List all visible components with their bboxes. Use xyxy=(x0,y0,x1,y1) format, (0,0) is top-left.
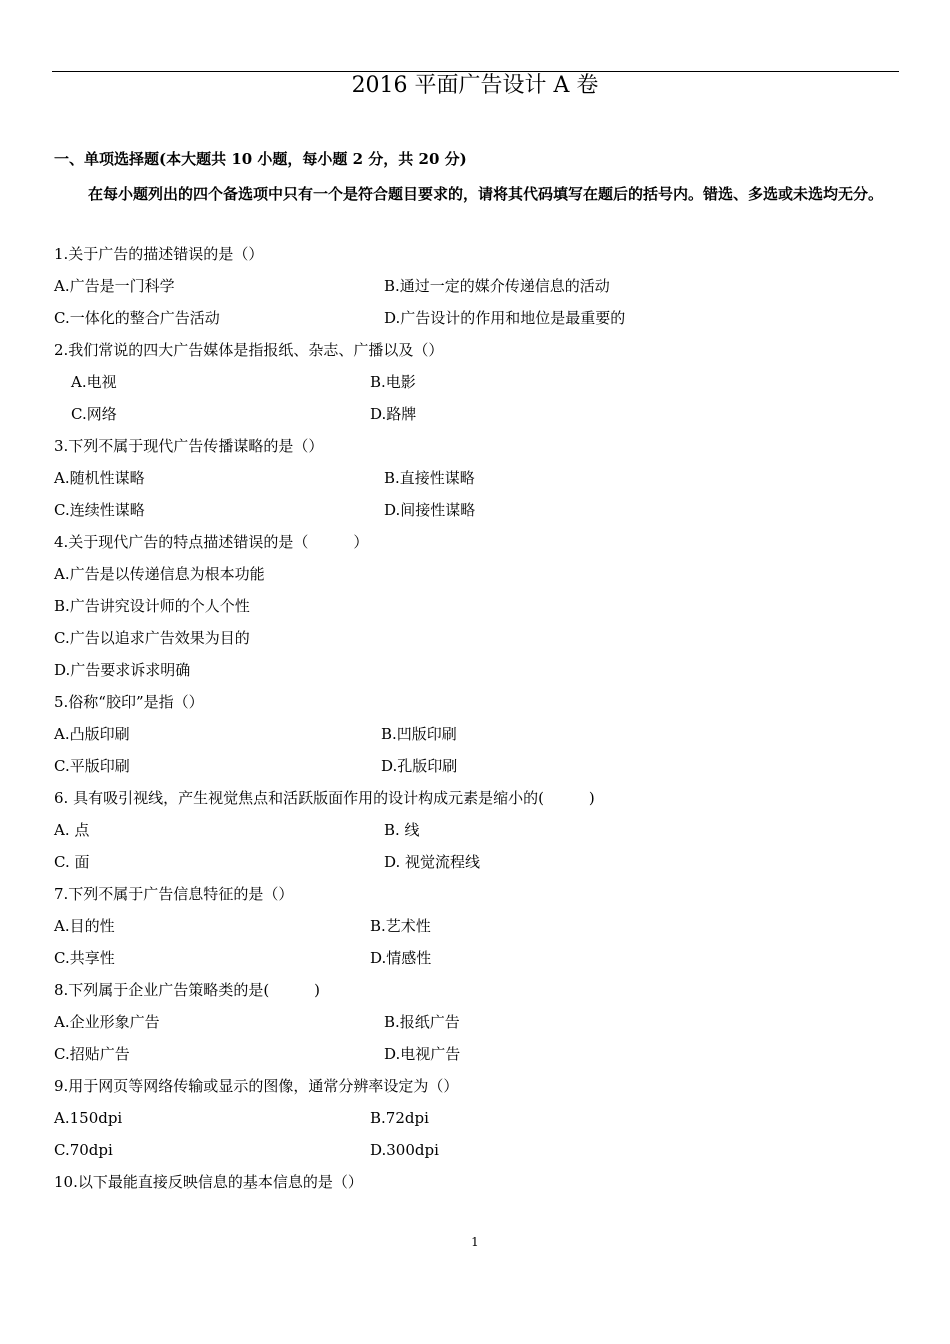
section-heading: 一、单项选择题(本大题共 10 小题，每小题 2 分，共 20 分) xyxy=(54,150,467,168)
option-row xyxy=(54,494,914,526)
question-stem: 6. 具有吸引视线，产生视觉焦点和活跃版面作用的设计构成元素是缩小的( ) xyxy=(54,789,595,807)
option-c: C.网络 xyxy=(71,405,117,423)
option-row xyxy=(54,942,914,974)
question-stem: 1.关于广告的描述错误的是（） xyxy=(54,245,264,263)
option-c: C.一体化的整合广告活动 xyxy=(54,309,220,327)
option-row xyxy=(54,1134,914,1166)
option-d: D.电视广告 xyxy=(384,1045,461,1063)
option-a: A.企业形象广告 xyxy=(54,1013,160,1031)
option-c: C.招贴广告 xyxy=(54,1045,130,1063)
option-row xyxy=(54,718,914,750)
option-b: B.通过一定的媒介传递信息的活动 xyxy=(384,277,610,295)
question-stem: 8.下列属于企业广告策略类的是( ) xyxy=(54,981,321,999)
question-stem: 9.用于网页等网络传输或显示的图像，通常分辨率设定为（） xyxy=(54,1077,459,1095)
option-a: A. 点 xyxy=(54,821,90,839)
option-c: C. 面 xyxy=(54,853,90,871)
page-title: 2016 平面广告设计 A 卷 xyxy=(351,73,599,98)
option-b: B.直接性谋略 xyxy=(384,469,475,487)
question-stem: 5.俗称“胶印”是指（） xyxy=(54,693,204,711)
option-row xyxy=(54,1038,914,1070)
option-row xyxy=(54,654,914,686)
option-d: D.路牌 xyxy=(370,405,417,423)
option-c: C.70dpi xyxy=(54,1141,113,1159)
option-a: A.随机性谋略 xyxy=(54,469,145,487)
question-list xyxy=(54,238,914,1198)
option-d: D.间接性谋略 xyxy=(384,501,476,519)
option-b: B.广告讲究设计师的个人个性 xyxy=(54,597,250,615)
option-row xyxy=(54,814,914,846)
option-a: A.电视 xyxy=(71,373,117,391)
option-row xyxy=(54,1006,914,1038)
option-b: B.72dpi xyxy=(370,1109,429,1127)
question-stem: 7.下列不属于广告信息特征的是（） xyxy=(54,885,294,903)
option-a: A.广告是以传递信息为根本功能 xyxy=(54,565,265,583)
option-b: B.艺术性 xyxy=(370,917,431,935)
option-b: B.电影 xyxy=(370,373,416,391)
option-row xyxy=(54,622,914,654)
question-stem: 10.以下最能直接反映信息的基本信息的是（） xyxy=(54,1173,363,1191)
option-row xyxy=(54,750,914,782)
option-a: A.凸版印刷 xyxy=(54,725,130,743)
section-instructions: 在每小题列出的四个备选项中只有一个是符合题目要求的，请将其代码填写在题后的括号内。错选、多选或未选均无分。 xyxy=(88,185,884,203)
option-c: C.连续性谋略 xyxy=(54,501,145,519)
option-row xyxy=(54,846,914,878)
option-d: D.300dpi xyxy=(370,1141,439,1159)
option-d: D.情感性 xyxy=(370,949,432,967)
option-d: D. 视觉流程线 xyxy=(384,853,481,871)
option-row xyxy=(54,270,914,302)
option-c: C.平版印刷 xyxy=(54,757,130,775)
option-b: B.凹版印刷 xyxy=(381,725,457,743)
question-stem: 4.关于现代广告的特点描述错误的是（ ） xyxy=(54,533,369,551)
page-number: 1 xyxy=(471,1235,479,1249)
option-row xyxy=(54,590,914,622)
option-c: C.共享性 xyxy=(54,949,115,967)
question-stem: 3.下列不属于现代广告传播谋略的是（） xyxy=(54,437,324,455)
option-b: B. 线 xyxy=(384,821,420,839)
option-a: A.150dpi xyxy=(54,1109,123,1127)
option-a: A.目的性 xyxy=(54,917,115,935)
option-row xyxy=(54,558,914,590)
option-d: D.孔版印刷 xyxy=(381,757,458,775)
option-row xyxy=(54,1102,914,1134)
option-row xyxy=(54,462,914,494)
option-row xyxy=(54,366,914,398)
option-d: D.广告设计的作用和地位是最重要的 xyxy=(384,309,626,327)
option-c: C.广告以追求广告效果为目的 xyxy=(54,629,250,647)
question-stem: 2.我们常说的四大广告媒体是指报纸、杂志、广播以及（） xyxy=(54,341,444,359)
option-row xyxy=(54,302,914,334)
option-row xyxy=(54,910,914,942)
option-d: D.广告要求诉求明确 xyxy=(54,661,191,679)
option-b: B.报纸广告 xyxy=(384,1013,460,1031)
option-a: A.广告是一门科学 xyxy=(54,277,175,295)
option-row xyxy=(54,398,914,430)
